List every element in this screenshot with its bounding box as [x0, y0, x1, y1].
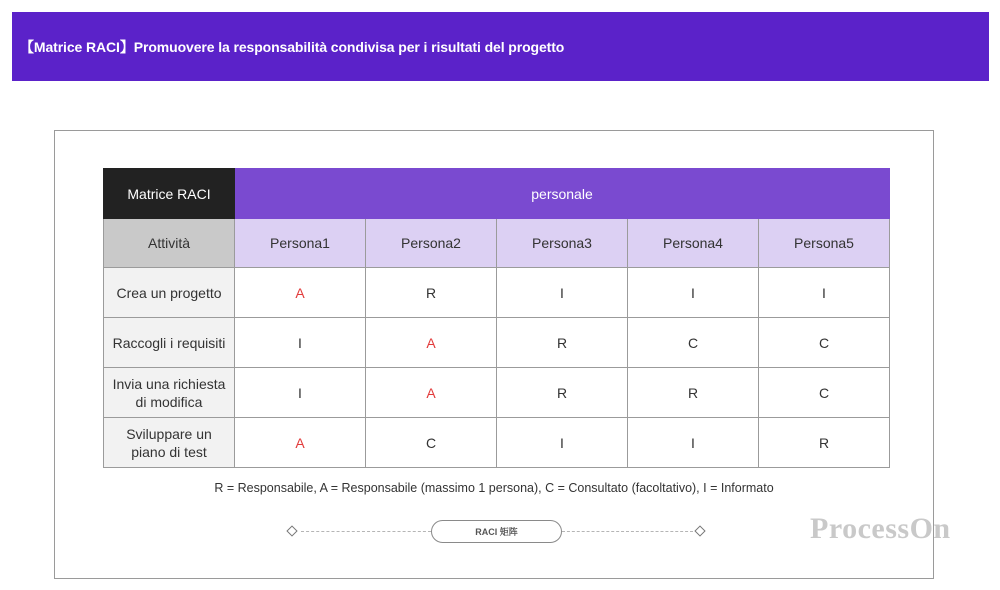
- title-banner: [12, 12, 989, 81]
- person-column-header: Persona4: [628, 219, 759, 268]
- raci-value-cell: R: [628, 368, 759, 418]
- raci-value-cell: A: [235, 268, 366, 318]
- footer-divider-left: [301, 531, 431, 532]
- person-column-header: Persona3: [497, 219, 628, 268]
- raci-value-cell: C: [759, 318, 890, 368]
- footer-pill-label: RACI 矩阵: [431, 520, 562, 543]
- activity-column-header: Attività: [104, 219, 235, 268]
- footer-divider-right: [562, 531, 693, 532]
- raci-value-cell: C: [759, 368, 890, 418]
- matrix-corner-label: Matrice RACI: [104, 169, 235, 219]
- processon-watermark: ProcessOn: [810, 512, 951, 545]
- person-column-header: Persona1: [235, 219, 366, 268]
- raci-legend: R = Responsabile, A = Responsabile (massimo 1 persona), C = Consultato (facoltativo), I = Informato: [214, 481, 774, 495]
- raci-value-cell: A: [366, 318, 497, 368]
- person-column-header: Persona5: [759, 219, 890, 268]
- raci-value-cell: I: [497, 268, 628, 318]
- raci-value-cell: R: [759, 418, 890, 468]
- page-title: 【Matrice RACI】Promuovere la responsabilità condivisa per i risultati del progetto: [20, 38, 565, 55]
- raci-value-cell: A: [235, 418, 366, 468]
- raci-value-cell: I: [235, 368, 366, 418]
- raci-value-cell: R: [497, 368, 628, 418]
- table-row: [104, 368, 890, 418]
- raci-value-cell: C: [366, 418, 497, 468]
- raci-value-cell: I: [235, 318, 366, 368]
- matrix-group-header-row: [104, 169, 890, 219]
- personale-group-header: personale: [235, 169, 890, 219]
- raci-value-cell: I: [628, 268, 759, 318]
- matrix-column-header-row: [104, 219, 890, 268]
- table-row: [104, 318, 890, 368]
- raci-value-cell: A: [366, 368, 497, 418]
- raci-value-cell: R: [497, 318, 628, 368]
- activity-cell: Crea un progetto: [104, 268, 235, 318]
- activity-cell: Invia una richiesta di modifica: [104, 368, 235, 418]
- raci-value-cell: I: [759, 268, 890, 318]
- activity-cell: Raccogli i requisiti: [104, 318, 235, 368]
- activity-cell: Sviluppare un piano di test: [104, 418, 235, 468]
- raci-value-cell: C: [628, 318, 759, 368]
- person-column-header: Persona2: [366, 219, 497, 268]
- raci-value-cell: I: [497, 418, 628, 468]
- table-row: [104, 268, 890, 318]
- raci-matrix-table: [103, 168, 890, 468]
- raci-value-cell: I: [628, 418, 759, 468]
- raci-value-cell: R: [366, 268, 497, 318]
- table-row: [104, 418, 890, 468]
